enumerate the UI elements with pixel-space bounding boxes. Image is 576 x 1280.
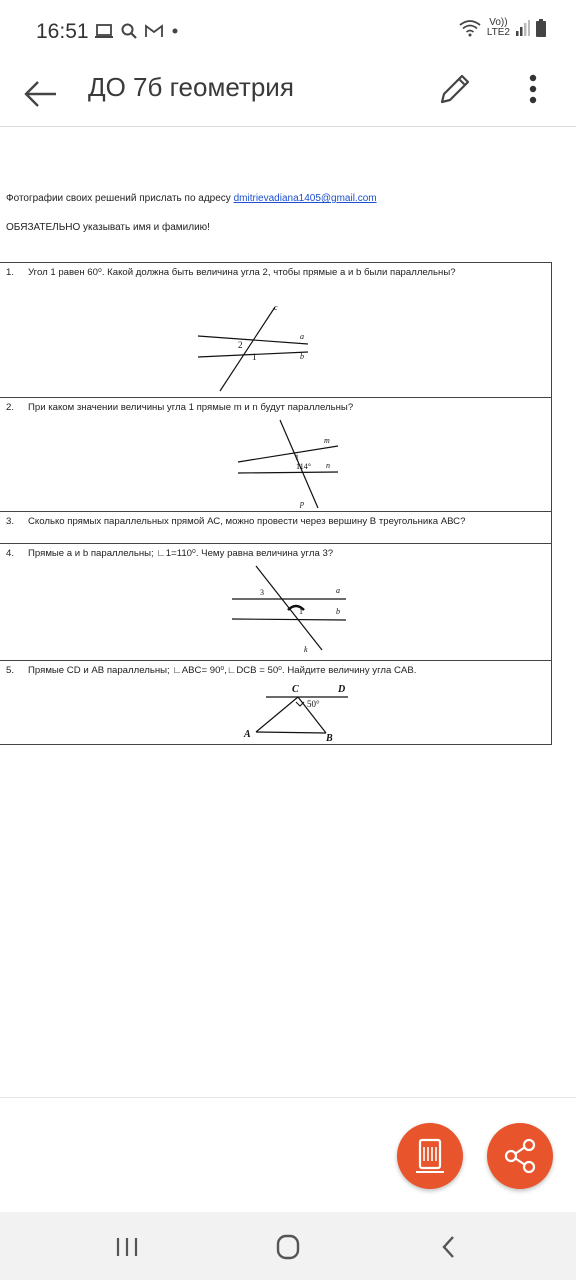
signal-icon	[516, 20, 530, 36]
search-icon	[120, 22, 138, 40]
question-body: Сколько прямых параллельных прямой АС, можно провести через вершину В треугольника АВС?	[28, 516, 466, 527]
instruction-line-2: ОБЯЗАТЕЛЬНО указывать имя и фамилию!	[6, 222, 210, 233]
question-text	[6, 664, 548, 677]
label-C: C	[292, 684, 299, 695]
question-number: 3.	[6, 516, 15, 527]
question-body: Прямые CD и AB параллельны; ∟ABC= 90⁰,∟DCB = 50⁰. Найдите величину угла CAB.	[28, 665, 417, 676]
question-body: Угол 1 равен 60⁰. Какой должна быть величина угла 2, чтобы прямые a и b были параллельны?	[28, 267, 456, 278]
label-a: a	[300, 332, 304, 341]
label-k: k	[304, 645, 308, 654]
more-vertical-icon	[518, 68, 548, 112]
label-angle-114: 114°	[296, 462, 311, 471]
document-view	[0, 127, 576, 1097]
chevron-left-icon	[432, 1230, 466, 1264]
lte-bottom-label: LTE2	[486, 27, 510, 38]
line-ca	[256, 697, 298, 732]
slideshow-button[interactable]	[397, 1123, 463, 1189]
question-row	[0, 398, 551, 512]
questions-table	[0, 262, 552, 745]
question-text	[6, 401, 548, 414]
label-m: m	[324, 436, 330, 445]
instruction-text: Фотографии своих решений прислать по адресу	[6, 193, 234, 204]
home-icon	[271, 1230, 305, 1264]
label-p: p	[300, 499, 304, 508]
pencil-icon	[432, 68, 476, 112]
dot-icon	[170, 26, 180, 36]
question-row	[0, 512, 551, 544]
status-time: 16:51	[36, 20, 89, 43]
line-ab	[256, 732, 326, 733]
label-b: b	[336, 607, 340, 616]
recents-button[interactable]	[110, 1232, 144, 1262]
question-row	[0, 544, 551, 661]
email-link[interactable]: dmitrievadiana1405@gmail.com	[233, 193, 377, 204]
line-n	[238, 472, 338, 473]
label-angle-1: 1	[252, 352, 257, 362]
label-D: D	[338, 684, 346, 695]
slides-icon	[397, 1123, 463, 1189]
status-bar	[0, 0, 576, 64]
label-angle-3: 3	[260, 588, 264, 597]
label-a: a	[336, 586, 340, 595]
system-navigation-bar	[0, 1212, 576, 1280]
back-nav-button[interactable]	[432, 1230, 466, 1264]
question-row	[0, 661, 551, 744]
label-angle-50: 50°	[307, 699, 320, 709]
label-angle-1: 1	[295, 453, 299, 462]
status-system-icons	[459, 18, 546, 38]
question-body: Прямые a и b параллельны; ∟1=110⁰. Чему равна величина угла 3?	[28, 548, 334, 559]
battery-icon	[536, 19, 546, 37]
figure-q5	[236, 681, 356, 743]
laptop-icon	[94, 23, 114, 39]
question-text	[6, 515, 548, 528]
gmail-icon	[144, 23, 164, 39]
app-bar	[0, 64, 576, 127]
lte-indicator	[487, 18, 510, 38]
label-angle-1: 1	[299, 607, 303, 616]
line-c	[220, 307, 275, 391]
home-button[interactable]	[271, 1230, 305, 1264]
edit-button[interactable]	[432, 68, 476, 112]
figure-q2	[228, 416, 348, 512]
label-n: n	[326, 461, 330, 470]
wifi-icon	[459, 19, 481, 37]
bottom-divider	[0, 1097, 576, 1098]
status-notification-icons	[94, 22, 180, 40]
share-icon	[487, 1123, 553, 1189]
line-b	[232, 619, 346, 620]
figure-q4	[226, 562, 352, 658]
question-number: 5.	[6, 665, 15, 676]
label-B: B	[326, 733, 333, 743]
line-m	[238, 446, 338, 462]
instruction-line-1	[6, 193, 377, 204]
question-number: 4.	[6, 548, 15, 559]
share-button[interactable]	[487, 1123, 553, 1189]
more-options-button[interactable]	[518, 68, 548, 112]
figure-q1	[190, 299, 320, 394]
lte-top-label: Vo))	[489, 17, 508, 28]
question-body: При каком значении величины угла 1 прямые m и n будут параллельны?	[28, 402, 354, 413]
label-b: b	[300, 352, 304, 361]
label-c: c	[274, 303, 278, 312]
question-text	[6, 266, 548, 279]
question-number: 1.	[6, 267, 15, 278]
question-number: 2.	[6, 402, 15, 413]
question-row	[0, 263, 551, 398]
label-angle-2: 2	[238, 340, 243, 350]
arrow-left-icon	[22, 72, 62, 112]
page-title: ДО 7б геометрия	[88, 72, 294, 102]
question-text	[6, 547, 548, 560]
back-button[interactable]	[22, 72, 62, 112]
label-A: A	[244, 729, 251, 740]
recents-icon	[110, 1232, 144, 1262]
